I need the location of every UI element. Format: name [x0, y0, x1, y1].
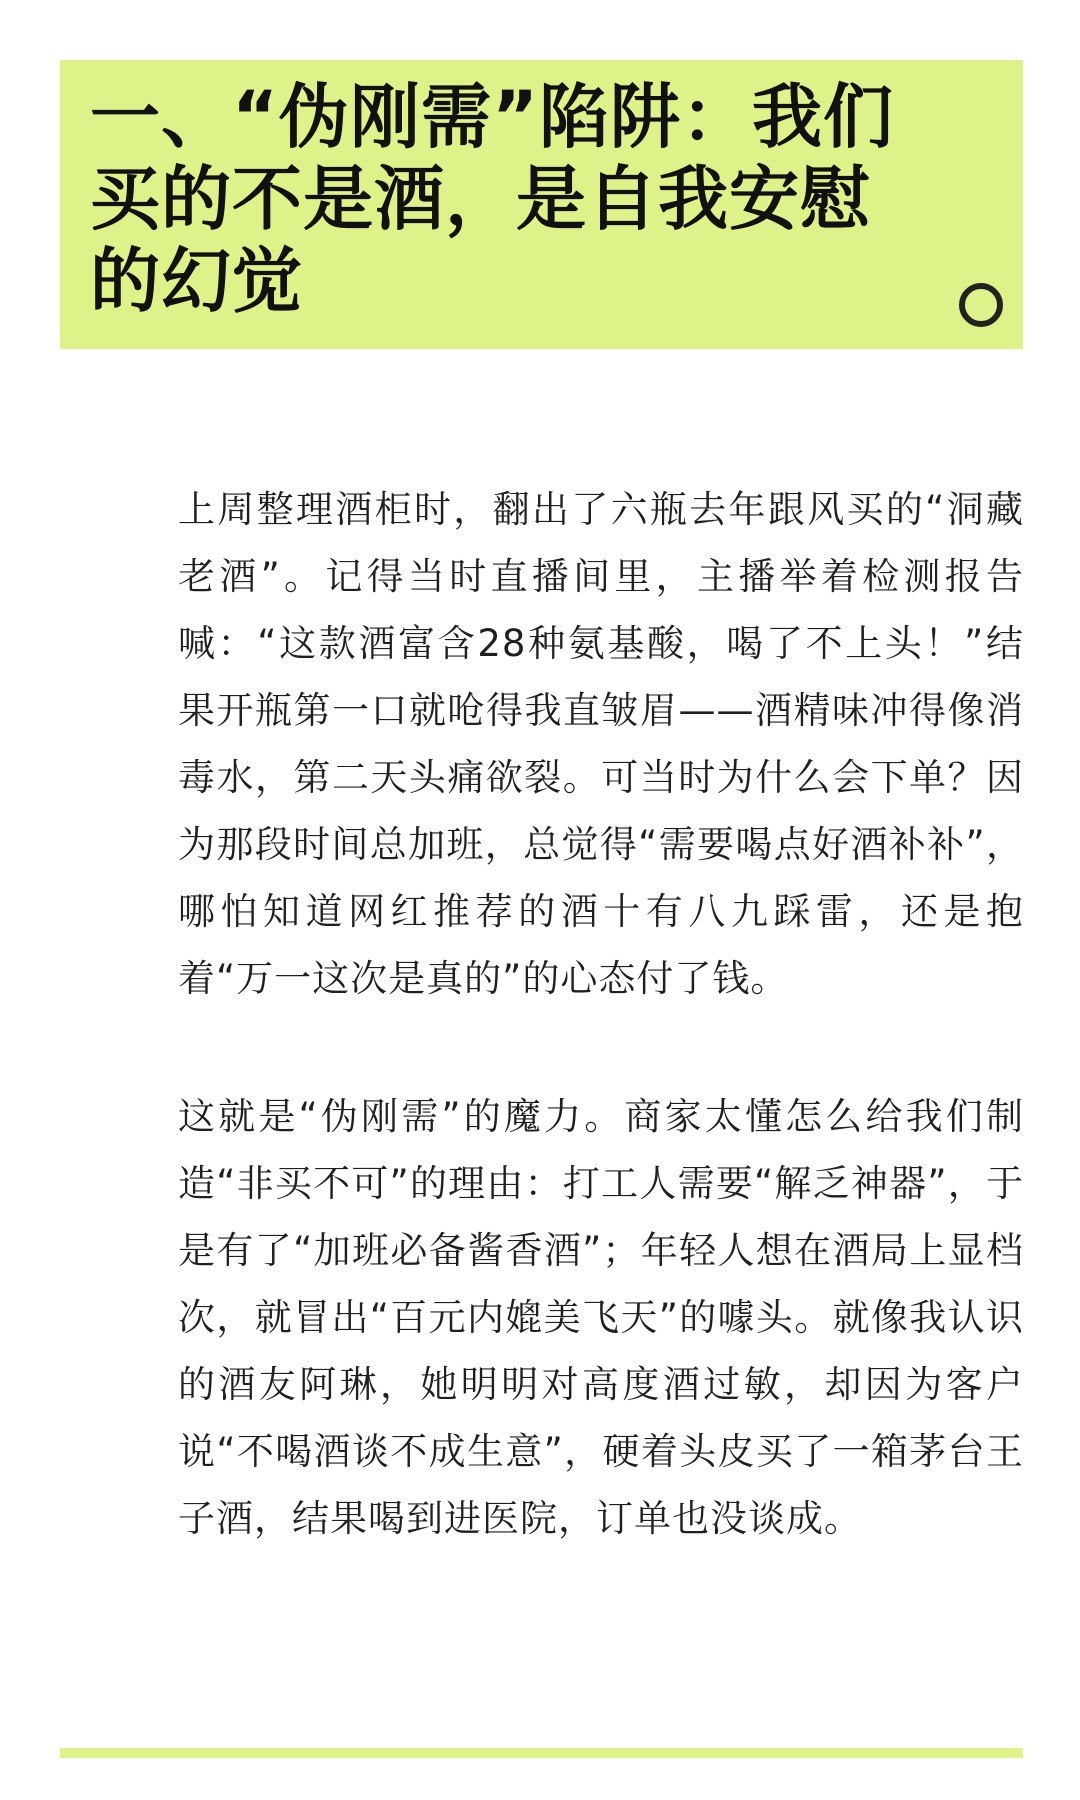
- section-title: 一、“伪刚需”陷阱：我们买的不是酒，是自我安慰的幻觉: [90, 76, 895, 322]
- article-body: [178, 476, 1024, 1552]
- title-banner: [60, 60, 1023, 349]
- bottom-divider: [60, 1748, 1023, 1758]
- circle-icon: [959, 283, 1003, 327]
- paragraph-1: 上周整理酒柜时，翻出了六瓶去年跟风买的“洞藏老酒”。记得当时直播间里，主播举着检测报告喊：“这款酒富含28种氨基酸，喝了不上头！”结果开瓶第一口就呛得我直皱眉——酒精味冲得像消毒水，第二天头痛欲裂。可当时为什么会下单？因为那段时间总加班，总觉得“需要喝点好酒补补”，哪怕知道网红推荐的酒十有八九踩雷，还是抱着“万一这次是真的”的心态付了钱。: [178, 488, 1024, 1000]
- paragraph-2: 这就是“伪刚需”的魔力。商家太懂怎么给我们制造“非买不可”的理由：打工人需要“解乏神器”，于是有了“加班必备酱香酒”；年轻人想在酒局上显档次，就冒出“百元内媲美飞天”的噱头。就像我认识的酒友阿琳，她明明对高度酒过敏，却因为客户说“不喝酒谈不成生意”，硬着头皮买了一箱茅台王子酒，结果喝到进医院，订单也没谈成。: [178, 1095, 1024, 1540]
